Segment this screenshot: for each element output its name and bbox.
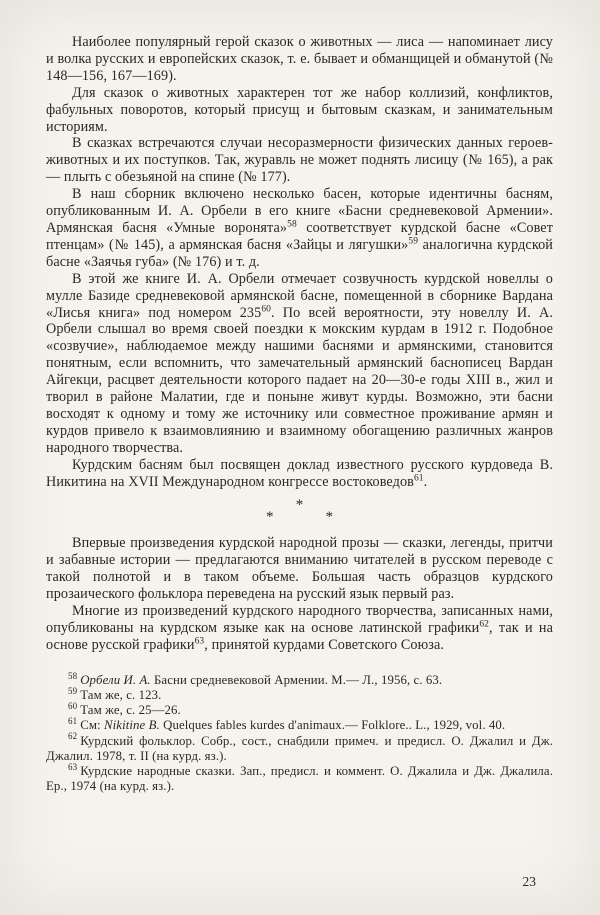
- paragraph: [46, 85, 553, 136]
- asterisk-icon: *: [266, 509, 274, 526]
- text-segment: Курдские народные сказки. Зап., предисл. и коммент. О. Джалила и Дж. Джалила. Ер., 1974 (на курд. яз.).: [46, 764, 553, 794]
- footnote-number: 58: [68, 670, 78, 681]
- footnote-number: 63: [68, 761, 78, 772]
- footnote-ref: 58: [287, 219, 297, 230]
- text-segment: Басни средневековой Армении. М.— Л., 1956, с. 63.: [150, 672, 443, 687]
- main-paragraphs: [46, 34, 553, 490]
- paragraph: [46, 34, 553, 85]
- footnote-ref: 62: [479, 619, 490, 630]
- text-segment: . По всей вероятности, эту новеллу И. А. Орбели слышал во время своей поездки к мокским курдам в 1912 г. Подобное «созвучие», наблюдаемое между нашими баснями и армянскими, становится понятным, если вспомнить, что замечательный армянский баснописец Вардан Айгекци, расцвет деятельности которого падает на 20—30-е годы XIII в., жил и творил в районе Малатии, где и поныне живут курды. Возможно, эти басни восходят к одному и тому же источнику или совместное проживание армян и курдов привело к взаимовлиянию и взаимному обогащению различных жанров народного творчества.: [46, 304, 554, 456]
- closing-paragraphs: [46, 535, 553, 653]
- asterisk-icon: *: [295, 497, 304, 514]
- text-segment: .: [423, 473, 428, 490]
- footnote: [46, 761, 553, 794]
- footnote: [46, 718, 553, 733]
- asterism-separator: [46, 497, 553, 526]
- text-segment: В наш сборник включено несколько басен, которые идентичны басням, опубликованным И. А. Орбели в его книге «Басни средневековой Армении». Армянская басня «Умные воронята»: [46, 186, 553, 236]
- text-segment: соответствует курдской басне «Совет птенцам» (№ 145), а армянская басня «Зайцы и лягушки»: [46, 219, 553, 253]
- text-segment: , так и на основе русской графики: [46, 620, 554, 653]
- footnote: [46, 685, 553, 703]
- footnote-ref: 61: [413, 472, 424, 483]
- main-text: [46, 34, 553, 794]
- footnote: [46, 731, 553, 764]
- text-segment: , принятой курдами Советского Союза.: [204, 636, 445, 653]
- page-number: 23: [522, 874, 536, 889]
- paragraph: [46, 271, 553, 457]
- text-segment: Многие из произведений курдского народного творчества, записанных нами, опубликованы на курдском языке как на основе латинской графики: [46, 603, 553, 636]
- text-segment: В сказках встречаются случаи несоразмерности физических данных героев-животных и их поступков. Так, журавль не может поднять лисицу (№ 165), а рак — плыть с обезьяной на спине (№ 177).: [46, 135, 553, 186]
- text-segment: Там же, с. 25—26.: [80, 703, 181, 718]
- footnote-ref: 60: [261, 303, 272, 314]
- footnote: [46, 670, 553, 688]
- footnote-number: 60: [68, 700, 78, 711]
- text-segment: Курдским басням был посвящен доклад известного русского курдоведа В. Никитина на XVII Международном конгрессе востоковедов: [46, 456, 553, 490]
- footnote: [46, 700, 553, 718]
- text-segment: См:: [80, 718, 104, 733]
- paragraph: [46, 186, 553, 271]
- paragraph: [46, 603, 553, 654]
- paragraph: [46, 457, 553, 491]
- footnote-number: 62: [68, 731, 78, 742]
- text-segment: Там же, с. 123.: [80, 688, 162, 703]
- italic-text: Орбели И. А.: [80, 672, 151, 687]
- paragraph: [46, 535, 553, 603]
- footnote-ref: 59: [408, 236, 419, 247]
- footnotes: [46, 670, 553, 795]
- text-segment: Для сказок о животных характерен тот же набор коллизий, конфликтов, фабульных поворотов, который присущ и бытовым сказкам, и занимательным историям.: [46, 84, 553, 135]
- text-segment: аналогична курдской басне «Заячья губа» (№ 176) и т. д.: [46, 236, 553, 270]
- asterisk-icon: *: [325, 509, 333, 526]
- text-segment: Quelques fables kurdes d'animaux.— Folklore.. L., 1929, vol. 40.: [159, 718, 506, 733]
- italic-text: Nikitine B.: [104, 718, 160, 733]
- text-segment: Впервые произведения курдской народной прозы — сказки, легенды, притчи и забавные истории — предлагаются вниманию читателей в русском переводе с такой полнотой и в таком объеме. Большая часть образцов курдского прозаического фольклора переведена на русский язык первый раз.: [46, 535, 553, 603]
- paragraph: [46, 135, 553, 186]
- footnote-number: 61: [68, 716, 78, 727]
- text-segment: Курдский фольклор. Собр., сост., снабдили примеч. и предисл. О. Джалил и Дж. Джалил. 1978, т. II (на курд. яз.).: [46, 733, 553, 763]
- text-segment: Наиболее популярный герой сказок о животных — лиса — напоминает лису и волка русских и европейских сказок, т. е. бывает и обманщицей и обманутой (№ 148—156, 167—169).: [46, 34, 553, 84]
- footnote-ref: 63: [194, 636, 205, 647]
- asterisk-row: [266, 509, 333, 526]
- footnote-number: 59: [68, 685, 78, 696]
- text-segment: В этой же книге И. А. Орбели отмечает созвучность курдской новеллы о мулле Базиде средневековой армянской басне, помещенной в сборнике Вардана «Лисья книга» под номером 235: [46, 270, 553, 321]
